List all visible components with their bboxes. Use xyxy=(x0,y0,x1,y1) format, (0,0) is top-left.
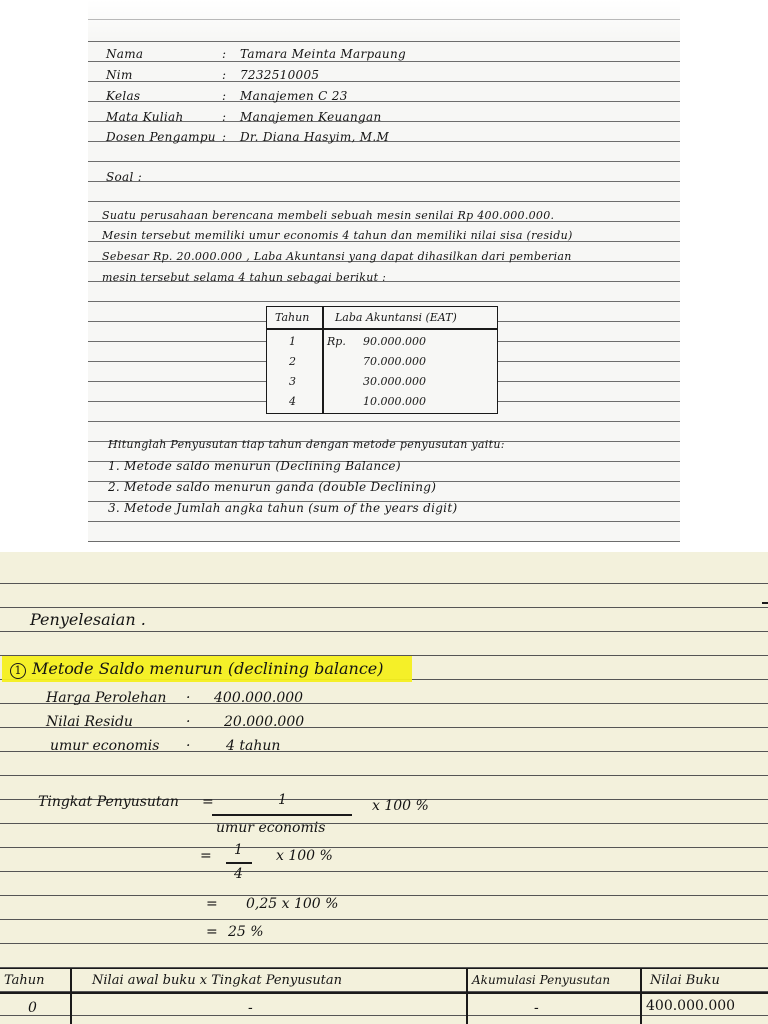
frac1-denominator: umur economis xyxy=(216,820,326,836)
solution-title: Penyelesaian . xyxy=(30,610,146,629)
identity-value-dosen: Dr. Diana Hasyim, M.M xyxy=(240,130,390,144)
dep-col3: - xyxy=(534,1000,539,1016)
soal-label: Soal : xyxy=(106,170,143,184)
task-line: 1. Metode saldo menurun (Declining Balance) xyxy=(108,459,401,473)
method-title: Metode Saldo menurun (declining balance) xyxy=(32,659,384,678)
identity-colon: : xyxy=(222,47,227,61)
identity-label-kelas: Kelas xyxy=(106,89,141,103)
identity-value-nama: Tamara Meinta Marpaung xyxy=(240,47,406,61)
param-label: Harga Perolehan xyxy=(46,690,167,706)
result-value: 25 % xyxy=(228,924,264,940)
dep-header-tahun: Tahun xyxy=(4,973,45,988)
frac1-numerator: 1 xyxy=(278,792,287,808)
identity-label-nama: Nama xyxy=(106,47,144,61)
identity-value-mata-kuliah: Manajemen Keuangan xyxy=(240,110,382,124)
dep-header-nilai-tingkat: Nilai awal buku x Tingkat Penyusutan xyxy=(92,973,343,988)
eat-value: 30.000.000 xyxy=(363,375,426,388)
times-100: x 100 % xyxy=(372,798,429,814)
eat-value: 90.000.000 xyxy=(363,335,426,348)
eat-year: 1 xyxy=(289,335,296,348)
problem-line: mesin tersebut selama 4 tahun sebagai berikut : xyxy=(102,271,387,284)
param-sep: · xyxy=(186,714,191,730)
problem-line: Mesin tersebut memiliki umur economis 4 tahun dan memiliki nilai sisa (residu) xyxy=(102,229,573,242)
rate-label: Tingkat Penyusutan xyxy=(38,794,179,810)
identity-label-dosen: Dosen Pengampu xyxy=(106,130,216,144)
dep-col4: 400.000.000 xyxy=(646,998,736,1014)
param-label: Nilai Residu xyxy=(46,714,133,730)
task-line: Hitunglah Penyusutan tiap tahun dengan metode penyusutan yaitu: xyxy=(108,438,505,451)
identity-colon: : xyxy=(222,89,227,103)
result-eq: = xyxy=(206,924,218,940)
eat-header-tahun: Tahun xyxy=(275,311,310,324)
step3-eq: = xyxy=(206,896,218,912)
param-value: 4 tahun xyxy=(226,738,281,754)
method-number: 1 xyxy=(10,663,26,679)
notebook-page-bottom xyxy=(0,552,768,1024)
identity-colon: : xyxy=(222,130,227,144)
notebook-page-top xyxy=(88,0,680,542)
task-line: 3. Metode Jumlah angka tahun (sum of the years digit) xyxy=(108,501,458,515)
problem-line: Suatu perusahaan berencana membeli sebuah mesin senilai Rp 400.000.000. xyxy=(102,209,555,222)
identity-colon: : xyxy=(222,68,227,82)
frac2-denominator: 4 xyxy=(234,866,243,882)
identity-value-kelas: Manajemen C 23 xyxy=(240,89,348,103)
rate-eq: = xyxy=(202,794,214,810)
eat-header-laba: Laba Akuntansi (EAT) xyxy=(335,311,457,324)
step2-eq: = xyxy=(200,848,212,864)
identity-label-mata-kuliah: Mata Kuliah xyxy=(106,110,184,124)
param-value: 20.000.000 xyxy=(224,714,305,730)
task-line: 2. Metode saldo menurun ganda (double Declining) xyxy=(108,480,437,494)
identity-label-nim: Nim xyxy=(106,68,133,82)
eat-value: 10.000.000 xyxy=(363,395,426,408)
param-label: umur economis xyxy=(50,738,160,754)
times-100: x 100 % xyxy=(276,848,333,864)
fraction-bar xyxy=(226,862,252,864)
param-sep: · xyxy=(186,738,191,754)
eat-value: 70.000.000 xyxy=(363,355,426,368)
identity-colon: : xyxy=(222,110,227,124)
eat-year: 2 xyxy=(289,355,296,368)
dep-header-nilai-buku: Nilai Buku xyxy=(650,973,720,988)
dep-header-akumulasi: Akumulasi Penyusutan xyxy=(472,973,611,987)
step3-value: 0,25 x 100 % xyxy=(246,896,339,912)
eat-table xyxy=(266,306,498,414)
param-value: 400.000.000 xyxy=(214,690,304,706)
problem-line: Sebesar Rp. 20.000.000 , Laba Akuntansi yang dapat dihasilkan dari pemberian xyxy=(102,250,572,263)
identity-value-nim: 7232510005 xyxy=(240,68,320,82)
dep-year: 0 xyxy=(28,1000,37,1016)
eat-year: 3 xyxy=(289,375,296,388)
eat-currency: Rp. xyxy=(327,335,346,348)
dep-col2: - xyxy=(248,1000,253,1016)
param-sep: · xyxy=(186,690,191,706)
method-heading xyxy=(10,659,384,679)
frac2-numerator: 1 xyxy=(234,842,243,858)
fraction-bar xyxy=(212,814,352,816)
eat-year: 4 xyxy=(289,395,296,408)
